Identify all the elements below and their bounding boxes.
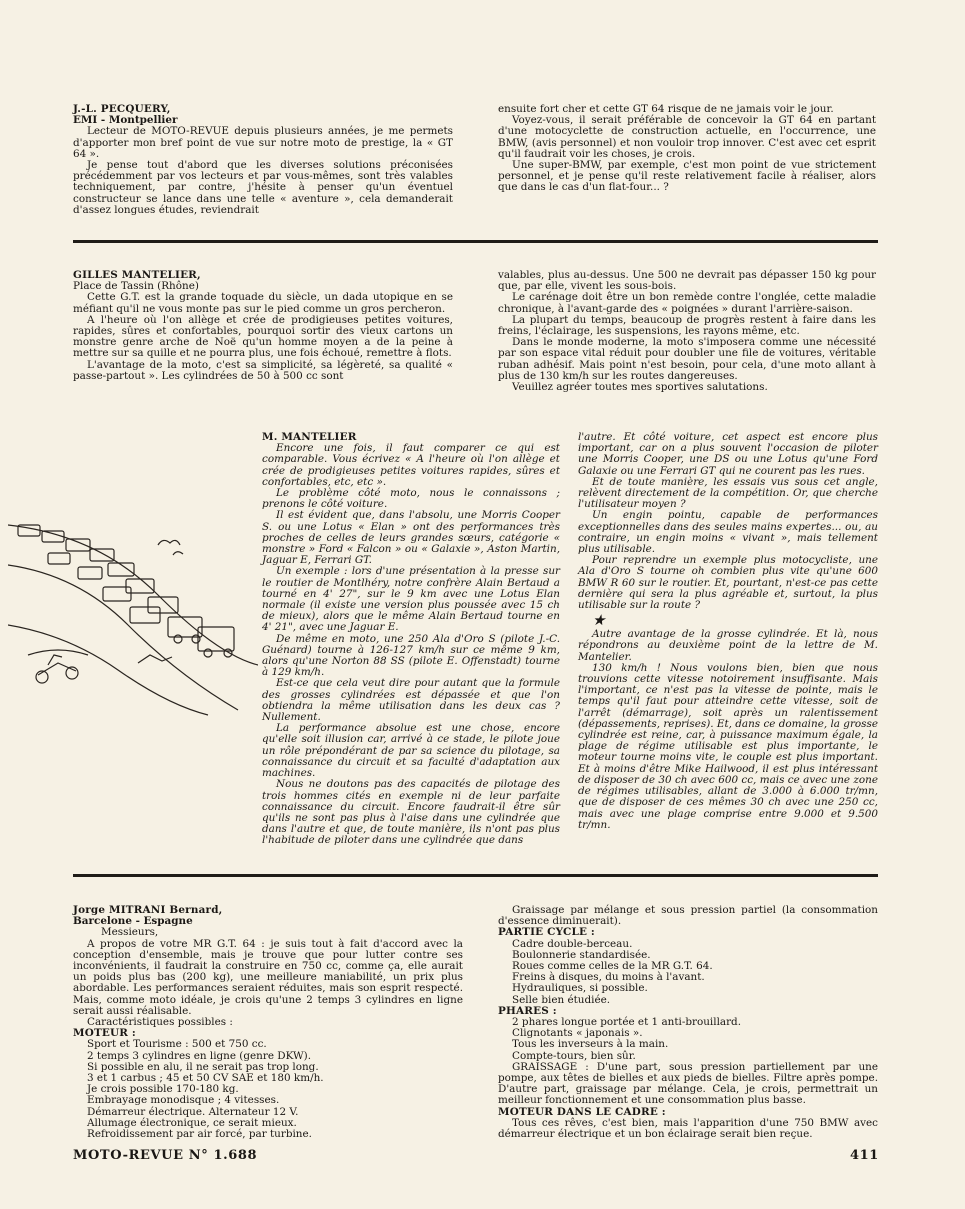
- letter1-left-column: [73, 104, 453, 216]
- letter1-author: J.-L. PECQUERY,: [73, 103, 171, 115]
- list-item: Compte-tours, bien sûr.: [512, 1049, 636, 1062]
- paragraph: Pour reprendre un exemple plus motocycliste, une Ala d'Oro S tourne oh combien plus vite qu'une 600 BMW R 60 sur le routier. Et, pourtant, n'est-ce pas cette dernière qui sera la plus agréable et, surtout, la plus utilisable sur la route ?: [578, 554, 878, 612]
- list-item: Refroidissement par air forcé, par turbine.: [87, 1128, 312, 1141]
- paragraph: La performance absolue est une chose, encore qu'elle soit illusion car, arrivé à ce stade, le pilote joue un rôle prépondérant de par sa science du pilotage, sa connaissance du circuit et sa faculté d'adaptation aux machines.: [262, 722, 560, 780]
- list-item: 3 et 1 carbus ; 45 et 50 CV SAE et 180 km/h.: [87, 1072, 324, 1085]
- list-item: 2 phares longue portée et 1 anti-brouillard.: [512, 1016, 742, 1029]
- paragraph: Le problème côté moto, nous le connaissons ; prenons le côté voiture.: [262, 487, 560, 511]
- paragraph: Et de toute manière, les essais vus sous cet angle, relèvent directement de la compétition. Or, que cherche l'utilisateur moyen ?: [578, 475, 878, 511]
- paragraph: Tous ces rêves, c'est bien, mais l'apparition d'une 750 BMW avec démarreur électrique et un bon éclairage serait bien reçue.: [498, 1116, 878, 1141]
- list-item: Je crois possible 170-180 kg.: [87, 1083, 239, 1096]
- list-item: Allumage électronique, ce serait mieux.: [87, 1116, 297, 1129]
- paragraph: La plupart du temps, beaucoup de progrès restent à faire dans les freins, l'éclairage, les suspensions, les rayons même, etc.: [498, 313, 876, 338]
- paragraph: Caractéristiques possibles :: [87, 1016, 233, 1029]
- paragraph: Est-ce que cela veut dire pour autant que la formule des grosses cylindrées est dépassée et que l'on obtiendra la même utilisation dans les deux cas ? Nullement.: [262, 677, 560, 724]
- traffic-jam-motorcycle-illustration-icon: [8, 505, 258, 720]
- paragraph: Je pense tout d'abord que les diverses solutions préconisées précédemment par vos lecteurs et par vous-mêmes, sont très valables techniquement, par contre, j'hésite à penser qu'un éventuel constructeur se lance dans une telle « aventure », cela demanderait d'assez longues études, reviendrait: [73, 159, 453, 216]
- list-item: Embrayage monodisque ; 4 vitesses.: [87, 1094, 280, 1107]
- paragraph: 130 km/h ! Nous voulons bien, bien que nous trouvions cette vitesse notoirement insuffisante. Mais l'important, ce n'est pas la vitesse de pointe, mais le temps qu'il faut pour atteindre cette vitesse, soit de l'arrêt (démarrage), soit après un ralentissement (dépassements, reprises). Et, dans ce domaine, la grosse cylindrée est reine, car, à puissance maximum égale, la plage de régime utilisable est plus importante, le moteur tourne moins vite, le couple est plus important. Et à moins d'être Mike Hailwood, il est plus intéressant de disposer de 30 ch avec 600 cc, mais ce avec une zone de régimes utilisables, allant de 3.000 à 6.000 tr/mn, que de disposer de ces mêmes 30 ch avec une 250 cc, mais avec une plage comprise entre 9.000 et 9.500 tr/mn.: [578, 661, 878, 831]
- list-item: Clignotants « japonais ».: [512, 1027, 643, 1040]
- reply-left-column: [262, 432, 560, 847]
- letter2-left-column: [73, 270, 453, 382]
- paragraph: Le carénage doit être un bon remède contre l'onglée, cette maladie chronique, à l'avant-garde des « poignées » durant l'arrière-saison.: [498, 291, 876, 315]
- letter3-right-column: [498, 905, 878, 1140]
- list-item: Tous les inverseurs à la main.: [512, 1038, 669, 1051]
- moteur-heading: MOTEUR :: [73, 1027, 136, 1040]
- paragraph: Une super-BMW, par exemple, c'est mon point de vue strictement personnel, et je pense qu'il reste relativement facile à réaliser, alors que dans le cas d'un flat-four... ?: [498, 159, 876, 194]
- list-item: Cadre double-berceau.: [512, 937, 633, 950]
- paragraph: Encore une fois, il faut comparer ce qui est comparable. Vous écrivez « A l'heure où l'on allège et crée de prodigieuses petites voitures rapides, sûres et confortables, etc, etc ».: [262, 442, 560, 488]
- letter2-author: GILLES MANTELIER,: [73, 269, 201, 281]
- paragraph: Un engin pointu, capable de performances exceptionnelles dans des seules mains expertes... ou, au contraire, un engin moins « vivant », mais tellement plus utilisable.: [578, 509, 878, 556]
- letter3-author: Jorge MITRANI Bernard,: [73, 904, 223, 916]
- letter1-place: EMI - Montpellier: [73, 114, 178, 127]
- magazine-footer: MOTO-REVUE N° 1.688: [73, 1148, 258, 1163]
- list-item: Sport et Tourisme : 500 et 750 cc.: [87, 1038, 267, 1051]
- reply-heading: M. MANTELIER: [262, 431, 357, 443]
- paragraph: Autre avantage de la grosse cylindrée. Et là, nous répondrons au deuxième point de la lettre de M. Mantelier.: [578, 628, 878, 663]
- paragraph: Veuillez agréer toutes mes sportives salutations.: [512, 381, 768, 394]
- section-divider: [73, 874, 878, 877]
- paragraph: Il est évident que, dans l'absolu, une Morris Cooper S. ou une Lotus « Elan » ont des performances très proches de celles de leurs grandes sœurs, catégorie « monstre » Ford « Falcon » ou « Galaxie », Aston Martin, Jaguar E, Ferrari GT.: [262, 509, 560, 567]
- list-item: Selle bien étudiée.: [512, 993, 611, 1006]
- paragraph: Cette G.T. est la grande toquade du siècle, un dada utopique en se méfiant qu'il ne vous monte pas sur le pied comme un gros percheron.: [73, 291, 453, 315]
- star-icon: ★: [592, 611, 606, 630]
- phares-heading: PHARES :: [498, 1004, 557, 1017]
- paragraph: ensuite fort cher et cette GT 64 risque de ne jamais voir le jour.: [498, 103, 834, 115]
- paragraph: Lecteur de MOTO-REVUE depuis plusieurs années, je me permets d'apporter mon bref point de vue sur notre moto de prestige, la « GT 64 ».: [73, 125, 453, 160]
- page-number: 411: [850, 1148, 879, 1163]
- paragraph: De même en moto, une 250 Ala d'Oro S (pilote J.-C. Guénard) tourne à 126-127 km/h sur ce même 9 km, alors qu'une Norton 88 SS (pilote E. Offenstadt) tourne à 129 km/h.: [262, 632, 560, 679]
- paragraph: A l'heure où l'on allège et crée de prodigieuses petites voitures, rapides, sûres et confortables, pourquoi sortir des vieux cartons un monstre genre arche de Noë qu'un homme moyen a de la peine à mettre sur sa quille et ne pourra plus, une fois échoué, remettre à flots.: [73, 313, 453, 360]
- paragraph: Dans le monde moderne, la moto s'imposera comme une nécessité par son espace vital réduit pour doubler une file de voitures, véritable ruban adhésif. Mais point n'est besoin, pour cela, d'une moto allant à plus de 130 km/h sur les routes dangereuses.: [498, 336, 876, 382]
- list-item: Boulonnerie standardisée.: [512, 948, 651, 961]
- letter3-place: Barcelone - Espagne: [73, 915, 193, 928]
- letter1-right-column: [498, 104, 876, 194]
- list-item: Si possible en alu, il ne serait pas trop long.: [87, 1060, 319, 1073]
- paragraph: Nous ne doutons pas des capacités de pilotage des trois hommes cités en exemple ni de leur parfaite connaissance du circuit. Encore faudrait-il être sûr qu'ils ne sont pas plus à l'aise dans une cylindrée que dans l'autre et que, de toute manière, ils n'ont pas plus l'habitude de piloter dans une cylindrée que dans: [262, 778, 560, 847]
- cycle-heading: PARTIE CYCLE :: [498, 926, 595, 939]
- paragraph: A propos de votre MR G.T. 64 : je suis tout à fait d'accord avec la conception d'ensemble, mais je trouve que pour lutter contre ses inconvénients, il faudrait la construire en 750 cc, comme ça, elle aurait un poids plus bas (200 kg), une meilleure maniabilité, un prix plus abordable. Les performances seraient réduites, mais son esprit respecté. Mais, comme moto idéale, je crois qu'une 2 temps 3 cylindres en ligne serait aussi réalisable.: [73, 937, 463, 1017]
- list-item: Freins à disques, du moins à l'avant.: [512, 971, 705, 984]
- paragraph: valables, plus au-dessus. Une 500 ne devrait pas dépasser 150 kg pour que, par elle, vivent les sous-bois.: [498, 269, 876, 293]
- list-item: 2 temps 3 cylindres en ligne (genre DKW).: [87, 1049, 312, 1062]
- list-item: Hydrauliques, si possible.: [512, 982, 648, 995]
- paragraph: GRAISSAGE : D'une part, sous pression partiellement par une pompe, aux têtes de bielles et aux pieds de bielles. Filtre après pompe. D'autre part, graissage par mélange. Cela, je crois, permettrait un meilleur fonctionnement et une consommation plus basse.: [498, 1060, 878, 1107]
- paragraph: Graissage par mélange et sous pression partiel (la consommation d'essence diminuerait).: [498, 904, 878, 928]
- list-item: Démarreur électrique. Alternateur 12 V.: [87, 1105, 299, 1118]
- paragraph: L'avantage de la moto, c'est sa simplicité, sa légèreté, sa qualité « passe-partout ». Les cylindrées de 50 à 500 cc sont: [73, 358, 453, 382]
- paragraph: l'autre. Et côté voiture, cet aspect est encore plus important, car on a plus souvent l'occasion de piloter une Morris Cooper, une DS ou une Lotus qu'une Ford Galaxie ou une Ferrari GT qui ne courent pas les rues.: [578, 431, 878, 477]
- paragraph: Voyez-vous, il serait préférable de concevoir la GT 64 en partant d'une motocyclette de construction actuelle, en l'occurrence, une BMW, (avis personnel) et non vouloir trop innover. C'est avec cet esprit qu'il faudrait voir les choses, je crois.: [498, 114, 876, 160]
- paragraph: Un exemple : lors d'une présentation à la presse sur le routier de Montlhéry, notre confrère Alain Bertaud a tourné en 4' 27", sur le 9 km avec une Lotus Elan normale (il existe une version plus poussée avec 15 ch de mieux), alors que le même Alain Bertaud tourne en 4' 21", avec une Jaguar E.: [262, 565, 560, 634]
- letter2-right-column: [498, 270, 876, 393]
- letter3-left-column: [73, 905, 463, 1140]
- list-item: Roues comme celles de la MR G.T. 64.: [512, 960, 713, 973]
- salutation: Messieurs,: [101, 926, 159, 939]
- section-divider: [73, 240, 878, 243]
- cadre-heading: MOTEUR DANS LE CADRE :: [498, 1105, 666, 1118]
- letter2-place: Place de Tassin (Rhône): [73, 280, 199, 293]
- reply-right-column: [578, 432, 878, 831]
